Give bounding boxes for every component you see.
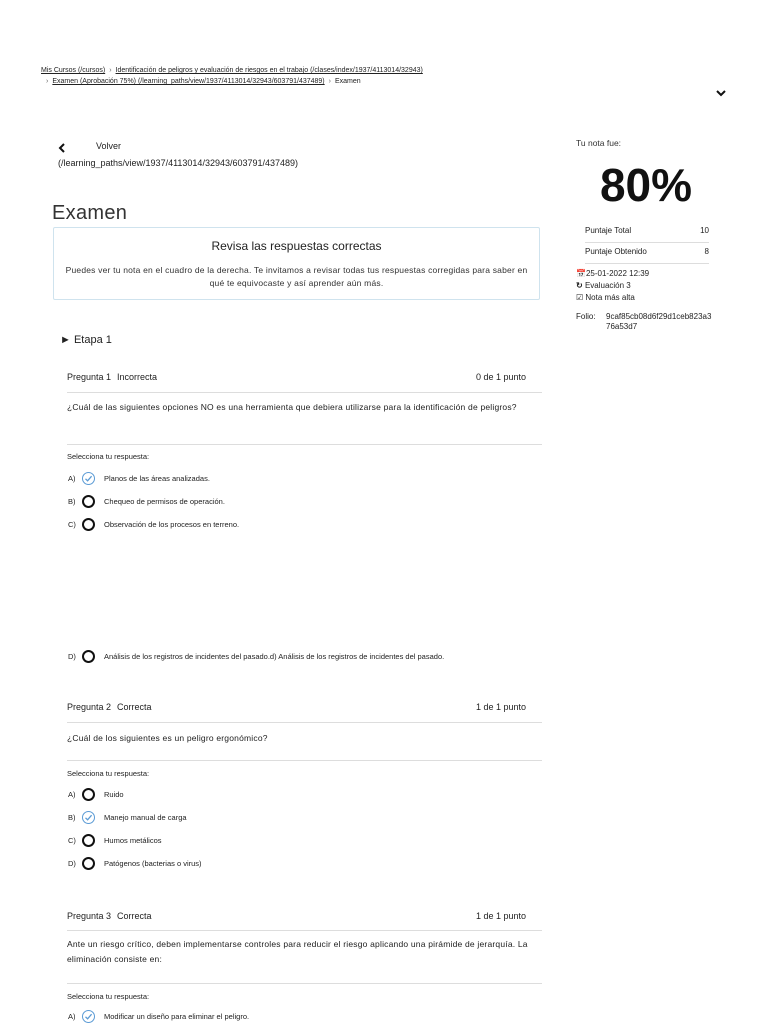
- question-text: Ante un riesgo crítico, deben implementarse controles para reducir el riesgo aplicando una pirámide de jerarquía. La eliminación consiste en:: [67, 939, 528, 964]
- page-title: Examen: [52, 202, 128, 224]
- question-points: 1 de 1 punto: [475, 911, 526, 921]
- edit-check-icon: ☑: [576, 293, 584, 302]
- option-letter: C): [68, 519, 76, 529]
- best-score-text: Nota más alta: [585, 293, 635, 302]
- option-text: Observación de los procesos en terreno.: [104, 519, 240, 529]
- radio-button[interactable]: [82, 518, 95, 531]
- radio-button[interactable]: [82, 650, 95, 663]
- breadcrumb-link-class[interactable]: Identificación de peligros y evaluación de riesgos en el trabajo (/clases/index/1937/4113014/32943): [115, 67, 423, 74]
- best-score: [576, 293, 635, 303]
- score-value: 80%: [599, 159, 693, 211]
- radio-button[interactable]: [82, 834, 95, 847]
- breadcrumb-separator: ›: [328, 78, 331, 85]
- answer-option[interactable]: [68, 809, 187, 825]
- option-text: Patógenos (bacterias o virus): [104, 858, 202, 868]
- answer-option[interactable]: [68, 493, 225, 509]
- back-link[interactable]: Volver: [96, 141, 122, 151]
- divider: [67, 722, 542, 723]
- divider: [67, 930, 542, 931]
- question-title: Pregunta 1: [67, 372, 112, 382]
- radio-button[interactable]: [82, 857, 95, 870]
- option-text: Planos de las áreas analizadas.: [104, 473, 210, 483]
- option-letter: A): [68, 473, 76, 483]
- select-answer-label: Selecciona tu respuesta:: [67, 992, 150, 1001]
- option-text: Chequeo de permisos de operación.: [104, 496, 225, 506]
- option-letter: B): [68, 496, 76, 506]
- option-letter: A): [68, 1011, 76, 1021]
- breadcrumb-line-2: [46, 77, 361, 86]
- question-title: Pregunta 3: [67, 911, 112, 921]
- divider: [67, 760, 542, 761]
- option-text: Manejo manual de carga: [104, 812, 187, 822]
- folio-value: 9caf85cb08d6f29d1ceb823a376a53d7: [606, 312, 712, 331]
- breadcrumb: [41, 66, 423, 75]
- option-text: Humos metálicos: [104, 835, 162, 845]
- back-link-path[interactable]: (/learning_paths/view/1937/4113014/32943/603791/437489): [58, 158, 299, 168]
- select-answer-label: Selecciona tu respuesta:: [67, 769, 150, 778]
- chevron-left-icon[interactable]: [58, 140, 66, 158]
- evaluation-number: [576, 281, 631, 291]
- question-points: 1 de 1 punto: [475, 702, 526, 712]
- question-header: [67, 702, 526, 722]
- option-letter: C): [68, 835, 76, 845]
- obtained-score-label: Puntaje Obtenido: [585, 247, 647, 256]
- question-text: ¿Cuál de los siguientes es un peligro ergonómico?: [67, 733, 268, 743]
- evaluation-text: Evaluación 3: [584, 281, 631, 290]
- score-label: Tu nota fue:: [576, 138, 622, 148]
- info-box-text: Puedes ver tu nota en el cuadro de la derecha. Te invitamos a revisar todas tus respuestas corregidas para saber en qué te equivocaste y así aprender aún más.: [65, 265, 528, 288]
- question-status: Incorrecta: [117, 372, 158, 382]
- question-text: ¿Cuál de las siguientes opciones NO es una herramienta que debiera utilizarse para la identificación de peligros?: [67, 402, 517, 412]
- question-header: [67, 372, 526, 392]
- attempt-date-text: 25-01-2022 12:39: [585, 269, 650, 278]
- answer-option[interactable]: [68, 470, 210, 486]
- total-score-row: [585, 226, 709, 243]
- total-score-label: Puntaje Total: [585, 226, 632, 235]
- question-status: Correcta: [117, 911, 152, 921]
- obtained-score-value: 8: [704, 247, 709, 256]
- question-status: Correcta: [117, 702, 152, 712]
- radio-button[interactable]: [82, 788, 95, 801]
- check-circle-icon[interactable]: [82, 811, 95, 824]
- question-title: Pregunta 2: [67, 702, 112, 712]
- question-points: 0 de 1 punto: [475, 372, 526, 382]
- answer-option[interactable]: [68, 516, 239, 532]
- attempt-date: [576, 269, 649, 279]
- info-box: [53, 227, 540, 300]
- answer-option[interactable]: [68, 1008, 249, 1024]
- question-header: [67, 911, 526, 931]
- answer-option[interactable]: [68, 855, 202, 871]
- calendar-icon: 📅: [576, 269, 586, 278]
- obtained-score-row: [585, 247, 709, 264]
- option-letter: D): [68, 651, 76, 661]
- answer-option[interactable]: [68, 786, 124, 802]
- radio-button[interactable]: [82, 495, 95, 508]
- select-answer-label: Selecciona tu respuesta:: [67, 452, 150, 461]
- check-circle-icon[interactable]: [82, 472, 95, 485]
- answer-option[interactable]: [68, 648, 444, 664]
- stage-toggle[interactable]: ► Etapa 1: [60, 334, 112, 346]
- option-text: Ruido: [104, 789, 124, 799]
- total-score-value: 10: [700, 226, 709, 235]
- divider: [67, 983, 542, 984]
- option-text: Modificar un diseño para eliminar el peligro.: [104, 1011, 250, 1021]
- answer-option[interactable]: [68, 832, 162, 848]
- folio: [576, 312, 714, 332]
- breadcrumb-separator: ›: [46, 78, 49, 85]
- breadcrumb-separator: ›: [109, 67, 112, 74]
- option-letter: B): [68, 812, 76, 822]
- option-text: Análisis de los registros de incidentes del pasado.d) Análisis de los registros de incidentes del pasado.: [104, 651, 445, 661]
- option-letter: A): [68, 789, 76, 799]
- info-box-title: Revisa las respuestas correctas: [211, 239, 382, 253]
- divider: [67, 444, 542, 445]
- option-letter: D): [68, 858, 76, 868]
- breadcrumb-current: Examen: [334, 78, 361, 85]
- refresh-icon: ↻: [576, 281, 583, 290]
- breadcrumb-link-courses[interactable]: Mis Cursos (/cursos): [41, 67, 106, 74]
- chevron-down-icon[interactable]: [716, 86, 726, 100]
- breadcrumb-link-exam-path[interactable]: Examen (Aprobación 75%) (/learning_paths/view/1937/4113014/32943/603791/437489): [52, 78, 325, 85]
- divider: [67, 392, 542, 393]
- check-circle-icon[interactable]: [82, 1010, 95, 1023]
- folio-label: Folio:: [576, 312, 596, 321]
